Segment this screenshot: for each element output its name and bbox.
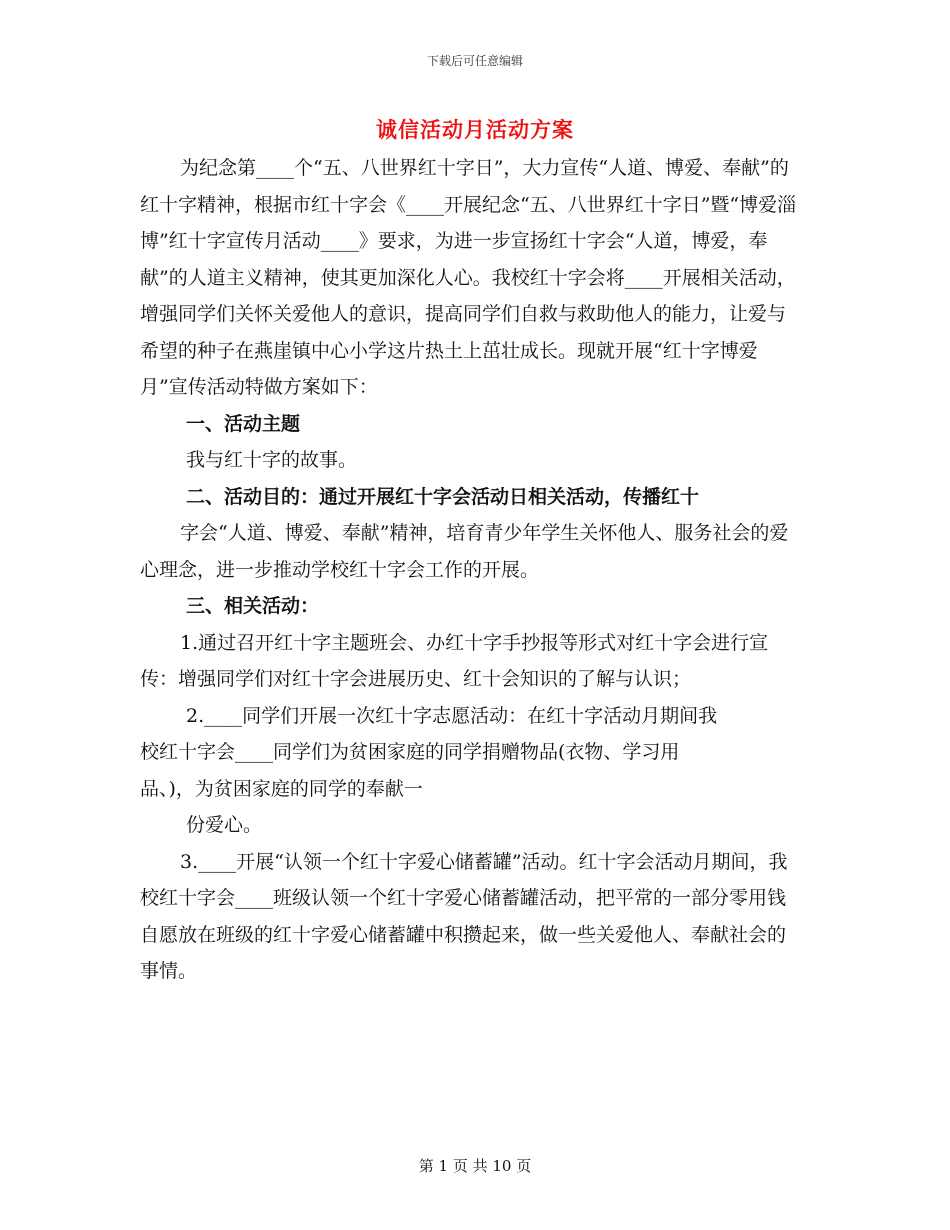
activity-item-1: 1.通过召开红十字主题班会、办红十字手抄报等形式对红十字会进行宣传：增强同学们对红十字会进展历史、红十会知识的了解与认识； (140, 631, 769, 690)
document-body (140, 150, 800, 990)
page-header-note: 下载后可任意编辑 (426, 54, 523, 68)
activity-item-2-line-3: 品、)，为贫困家庭的同学的奉献一 (140, 777, 423, 800)
activity-item-2-line-2: 校红十字会____同学们为贫困家庭的同学捐赠物品(衣物、学习用 (140, 741, 680, 763)
page-number: 第 1 页 共 10 页 (418, 1157, 532, 1175)
activity-item-2-line-4: 份爱心。 (186, 814, 263, 836)
section-heading-purpose: 二、活动目的：通过开展红十字会活动日相关活动，传播红十 (186, 485, 700, 508)
activity-item-3: 3.____开展“认领一个红十字爱心储蓄罐”活动。红十字会活动月期间，我校红十字会____班级认领一个红十字爱心储蓄罐活动，把平常的一部分零用钱自愿放在班级的红十字爱心储蓄罐中积攒起来，做一些关爱他人、奉献社会的事情。 (140, 850, 788, 982)
intro-paragraph: 为纪念第____个“五、八世界红十字日”，大力宣传“人道、博爱、奉献”的红十字精神，根据市红十字会《____开展纪念“五、八世界红十字日”暨“博爱淄博”红十字宣传月活动____》要求，为进一步宣扬红十字会“人道，博爱，奉献”的人道主义精神，使其更加深化人心。我校红十字会将____开展相关活动，增强同学们关怀关爱他人的意识，提高同学们自救与救助他人的能力，让爱与希望的种子在燕崖镇中心小学这片热土上茁壮成长。现就开展“红十字博爱月”宣传活动特做方案如下： (140, 157, 797, 398)
section-heading-activities: 三、相关活动： (186, 595, 320, 617)
activity-item-2-line-1: 2.____同学们开展一次红十字志愿活动：在红十字活动月期间我 (186, 704, 718, 727)
section-heading-theme: 一、活动主题 (186, 412, 301, 435)
purpose-paragraph: 字会“人道、博爱、奉献”精神，培育青少年学生关怀他人、服务社会的爱心理念，进一步推动学校红十字会工作的开展。 (140, 522, 789, 581)
document-title: 诚信活动月活动方案 (376, 117, 574, 142)
theme-paragraph: 我与红十字的故事。 (186, 449, 358, 471)
